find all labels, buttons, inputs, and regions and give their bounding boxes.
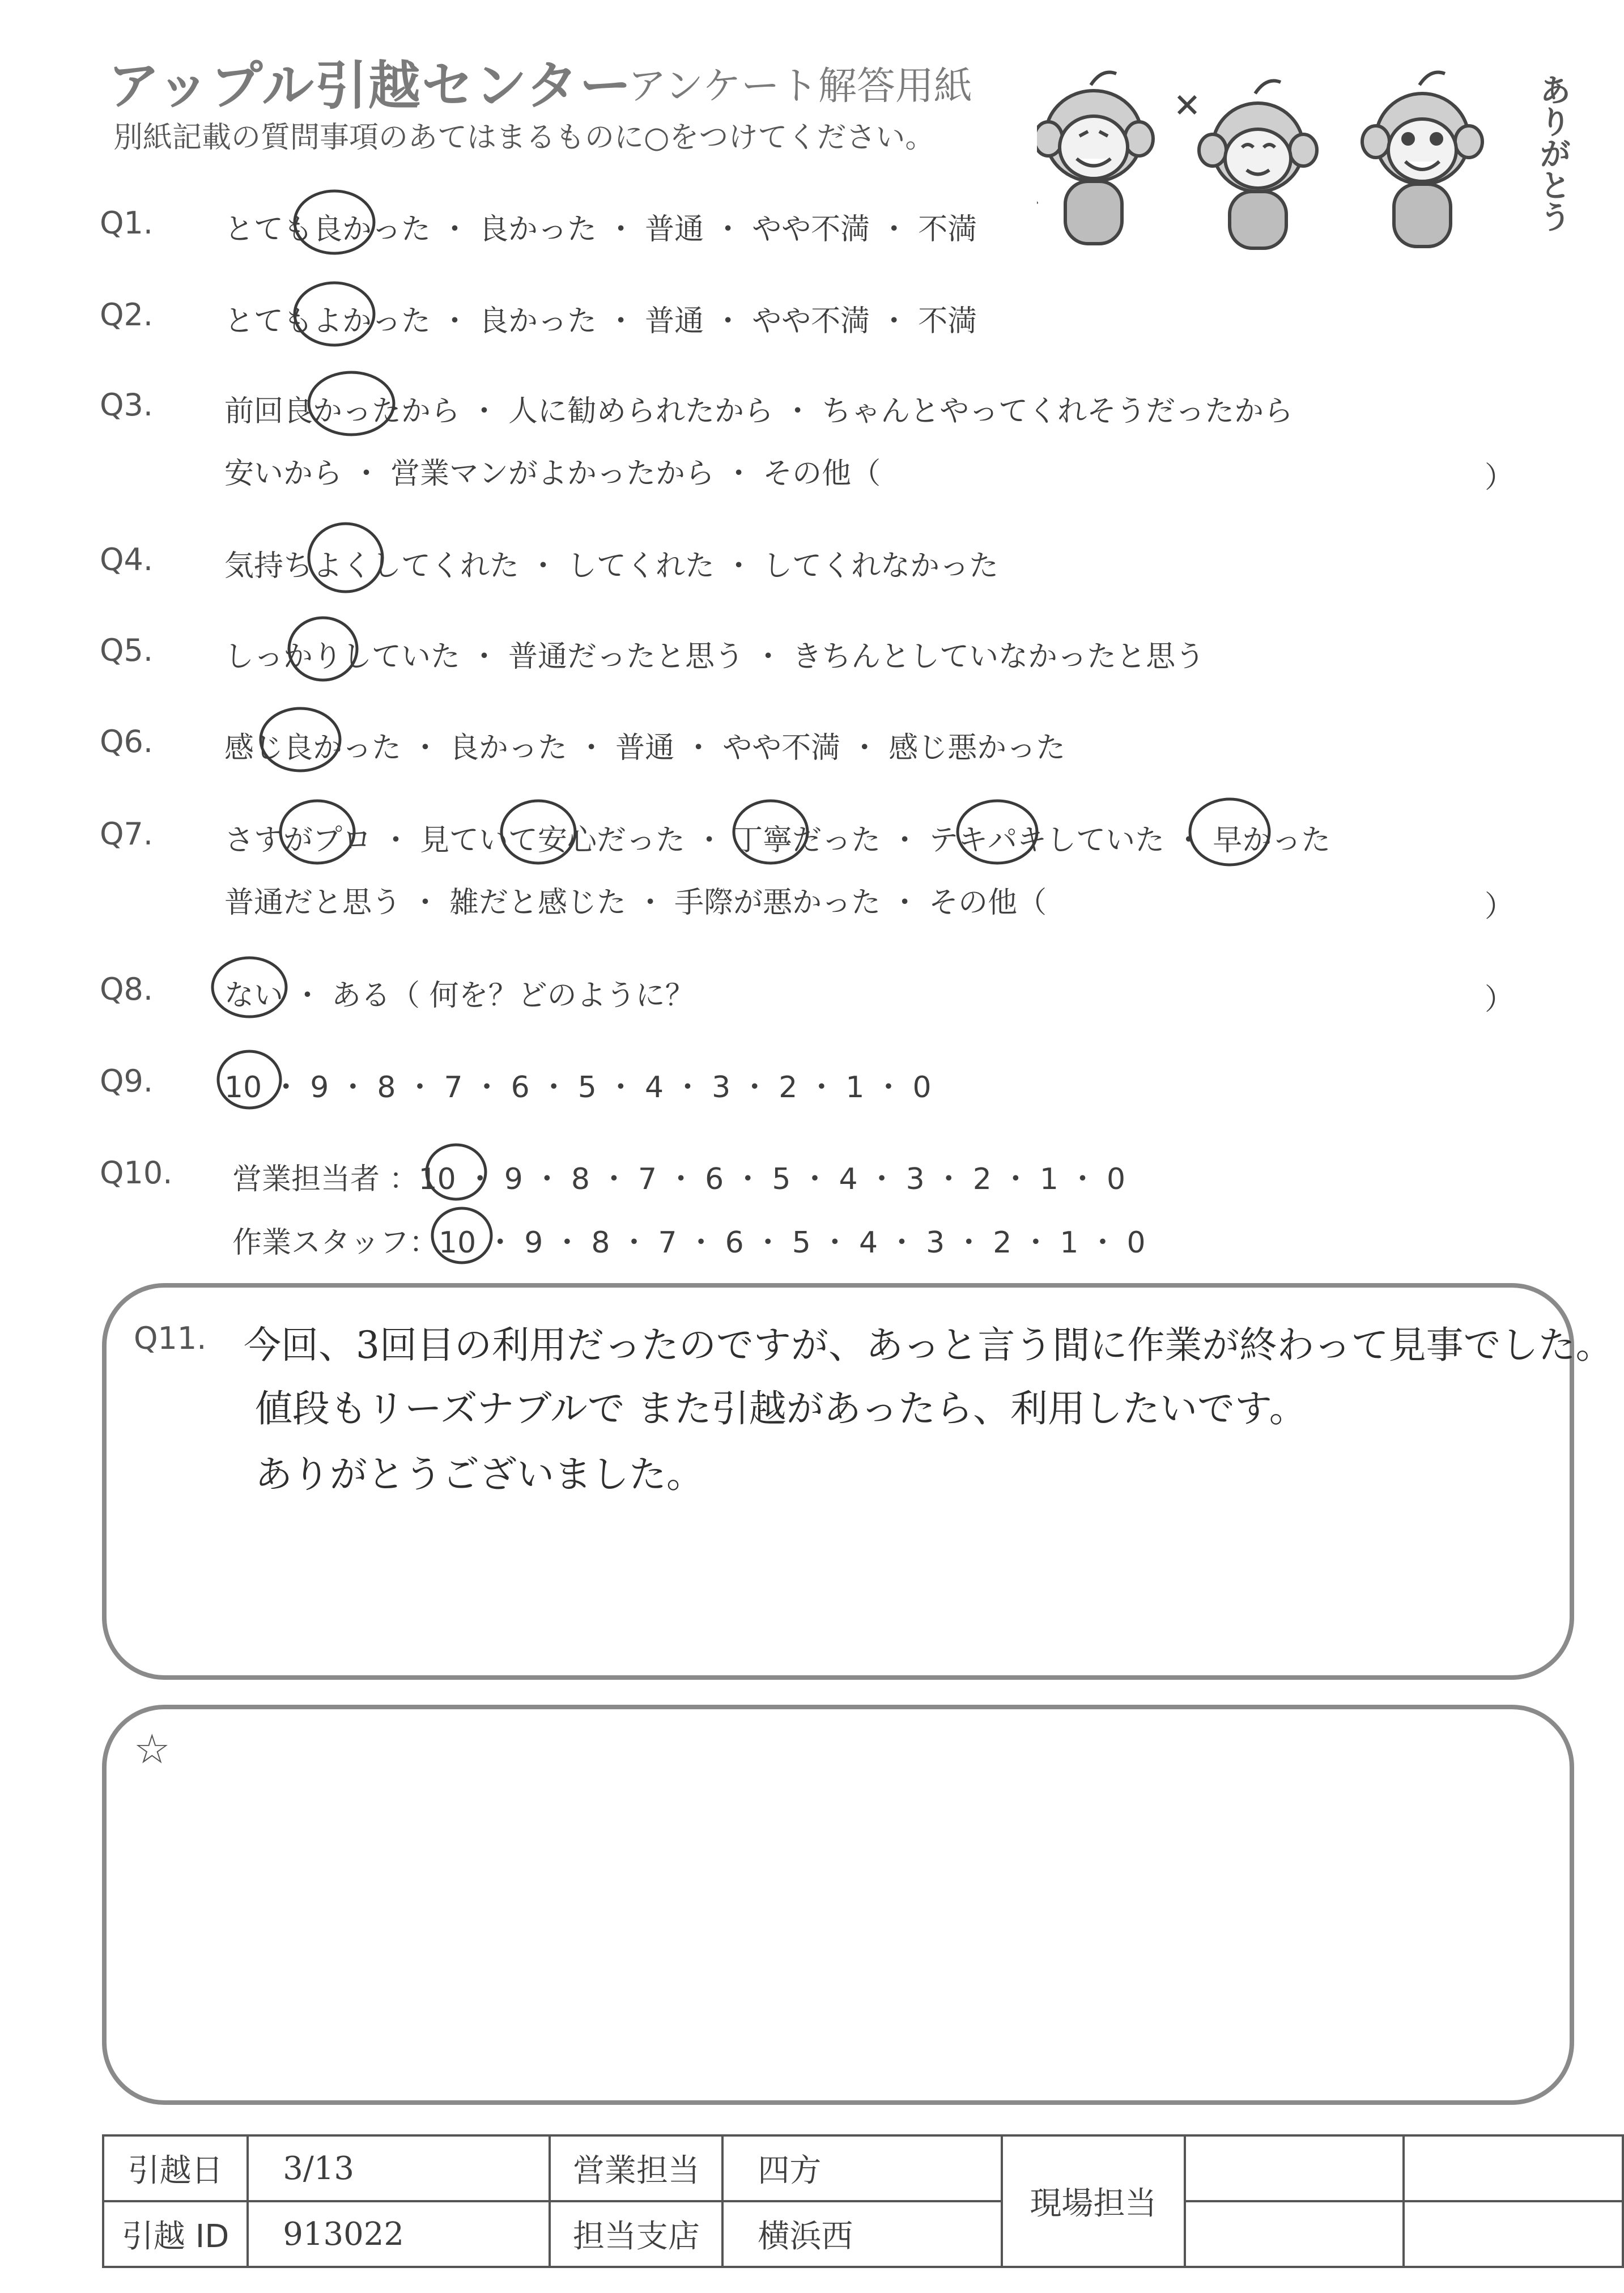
q6-options: 感じ良かった ・ 良かった ・ 普通 ・ やや不満 ・ 感じ悪かった — [224, 731, 1066, 765]
site-rep-label: 現場担当 — [1002, 2135, 1185, 2267]
q9-number: Q9. — [100, 1063, 154, 1099]
q3-number: Q3. — [100, 387, 154, 423]
q3-circle — [309, 372, 394, 435]
q11-number: Q11. — [134, 1320, 207, 1356]
sales-rep-label: 営業担当 — [550, 2135, 722, 2201]
site-rep-cell-4 — [1404, 2201, 1623, 2267]
q7-options-line2: 普通だと思う ・ 雑だと感じた ・ 手際が悪かった ・ その他（ — [224, 886, 1047, 920]
q1-options: とても良かった ・ 良かった ・ 普通 ・ やや不満 ・ 不満 — [224, 213, 977, 247]
move-info-table — [102, 2134, 1624, 2268]
q3-close-paren: ） — [1485, 461, 1515, 495]
move-id-label: 引越 ID — [103, 2201, 248, 2267]
q9-circle — [218, 1051, 280, 1108]
q8-number: Q8. — [100, 971, 154, 1007]
q1-circle — [295, 191, 374, 253]
mascot-caption: ありがとう — [1534, 74, 1571, 232]
form-subtitle: アンケート解答用紙 — [628, 64, 972, 109]
q4-options: 気持ちよくしてくれた ・ してくれた ・ してくれなかった — [224, 549, 999, 583]
q2-circle — [295, 283, 374, 345]
q7-circle-5 — [1190, 799, 1269, 865]
q7-close-paren: ） — [1485, 890, 1515, 924]
branch-label: 担当支店 — [550, 2201, 722, 2267]
q7-number: Q7. — [100, 816, 154, 852]
q7-circle-3 — [734, 801, 807, 863]
q11-answer-line1: 今回、3回目の利用だったのですが、あっと言う間に作業が終わって見事でした。 — [244, 1323, 1613, 1367]
site-rep-cell-2 — [1404, 2135, 1623, 2201]
site-rep-cell-3 — [1185, 2201, 1404, 2267]
q7-circle-1 — [280, 801, 354, 863]
company-title: アップル引越センター — [108, 56, 633, 116]
q3-options-line2: 安いから ・ 営業マンがよかったから ・ その他（ — [224, 457, 881, 491]
q10-staff-scale: 作業スタッフ：10 ・ 9 ・ 8 ・ 7 ・ 6 ・ 5 ・ 4 ・ 3 ・ 2 ・ 1 ・ 0 — [232, 1226, 1146, 1260]
instruction-text: 別紙記載の質問事項のあてはまるものに○をつけてください。 — [113, 121, 935, 155]
sales-rep-value: 四方 — [722, 2135, 1002, 2201]
q8-circle — [212, 958, 286, 1017]
q8-options: ない ・ ある（ 何を？どのように？ — [224, 979, 695, 1013]
q11-answer-line3: ありがとうございました。 — [255, 1453, 704, 1496]
move-id-value: 913022 — [248, 2201, 550, 2267]
q7-options-line1: さすがプロ ・ 見ていて安心だった ・ 丁寧だった ・ テキパキしていた ・ 早かった — [224, 823, 1331, 857]
q2-number: Q2. — [100, 297, 154, 333]
q5-number: Q5. — [100, 632, 154, 668]
q10-sales-scale: 営業担当者 ：10 ・ 9 ・ 8 ・ 7 ・ 6 ・ 5 ・ 4 ・ 3 ・ 2 ・ 1 ・ 0 — [232, 1162, 1126, 1196]
site-rep-cell-1 — [1185, 2135, 1404, 2201]
q2-options: とてもよかった ・ 良かった ・ 普通 ・ やや不満 ・ 不満 — [224, 304, 977, 338]
q5-circle — [289, 618, 357, 680]
branch-value: 横浜西 — [722, 2201, 1002, 2267]
q9-scale: 10 ・ 9 ・ 8 ・ 7 ・ 6 ・ 5 ・ 4 ・ 3 ・ 2 ・ 1 ・ 0 — [224, 1071, 932, 1105]
q8-close-paren: ） — [1485, 983, 1515, 1017]
q5-options: しっかりしていた ・ 普通だったと思う ・ きちんとしていなかったと思う — [224, 640, 1205, 674]
q11-answer-line2: 値段もリーズナブルで また引越があったら、利用したいです。 — [255, 1387, 1307, 1430]
move-date-value: 3/13 — [248, 2135, 550, 2201]
q10-number: Q10. — [100, 1155, 173, 1191]
q7-circle-4 — [958, 801, 1037, 863]
comment-box — [102, 1705, 1574, 2105]
q4-circle — [309, 524, 382, 592]
move-date-label: 引越日 — [103, 2135, 248, 2201]
q7-circle-2 — [501, 801, 575, 863]
q10-sales-circle — [427, 1145, 486, 1199]
q1-number: Q1. — [100, 205, 154, 241]
q3-options-line1: 前回良かったから ・ 人に勧められたから ・ ちゃんとやってくれそうだったから — [224, 394, 1294, 428]
q4-number: Q4. — [100, 542, 154, 578]
star-icon: ☆ — [134, 1725, 171, 1773]
q6-number: Q6. — [100, 724, 154, 759]
q10-staff-circle — [432, 1208, 491, 1263]
q6-circle — [261, 708, 340, 771]
